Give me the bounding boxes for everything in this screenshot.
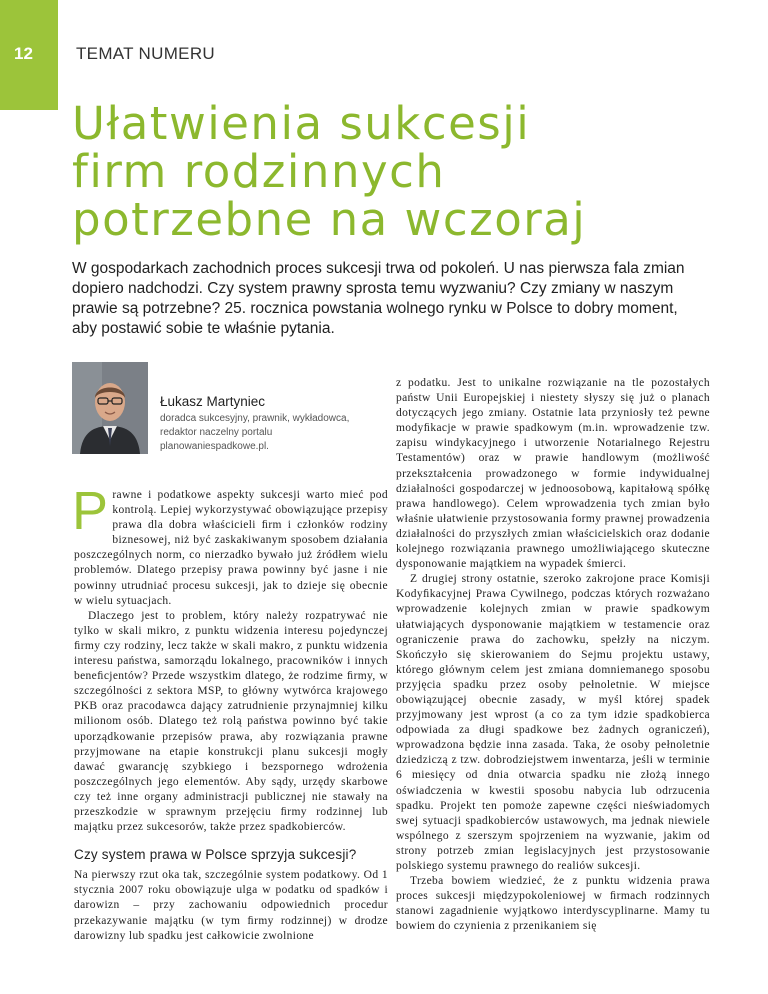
article-headline xyxy=(72,97,712,246)
paragraph: Dlaczego jest to problem, który należy rozpatrywać nie tylko w skali mikro, z punktu widzenia interesu pojedynczej ﬁrmy czy rodziny, lecz także w skali makro, z punktu widzenia interesu państwa, samorządu lokalnego, pracowników i innych beneﬁcjentów? Przede wszystkim dlatego, że rodzime ﬁrmy, w szczególności z sektora MSP, to główny wytwórca krajowego PKB oraz pracodawca dający zatrudnienie przynajmniej kilku milionom osób. Dlatego też rolą państwa powinno być takie uporządkowanie przepisów prawa, aby rozwiązania prawne przyjmowane na etapie konstrukcji planu sukcesji mogły dawać gwarancję szybkiego i bezspornego wdrożenia poszczególnych jego elementów. Aby sądy, urzędy skarbowe czy też inne organy administracji publicznej nie stawały na przeszkodzie w sprawnym przejęciu ﬁrmy rodzinnej lub majątku przez sukcesorów, także przez spadkobierców. xyxy=(74,609,388,834)
author-photo xyxy=(72,362,148,454)
paragraph: Trzeba bowiem wiedzieć, że z punktu widzenia prawa proces sukcesji międzypokoleniowej w ﬁrmach rodzinnych stanowi zagadnienie wyjątkowo interdyscyplinarne. Mamy tu bowiem do czynienia z przenikaniem się xyxy=(396,875,710,933)
article-column-left xyxy=(72,481,388,944)
portrait-photo-icon xyxy=(72,362,148,454)
author-box xyxy=(72,362,402,462)
drop-cap: P xyxy=(72,481,109,541)
author-name: Łukasz Martyniec xyxy=(160,394,266,409)
article-lead: W gospodarkach zachodnich proces sukcesji trwa od pokoleń. U nas pierwsza fala zmian dopiero nadchodzi. Czy system prawny sprosta temu wyzwaniu? Czy zmiany w naszym prawie są potrzebne? 25. rocznica powstania wolnego rynku w Polsce to dobry moment, aby postawić sobie te właśnie pytania. xyxy=(72,260,685,337)
paragraph: z podatku. Jest to unikalne rozwiązanie na tle pozostałych państw Unii Europejskiej i niestety słyszy się już o planach dotyczących jego zmiany. Ostatnie lata przyniosły też pewne modyﬁkacje w prawie spadkowym (m.in. wprowadzenie tzw. zapisu windykacyjnego i utworzenie Notarialnego Rejestru Testamentów) oraz w prawie handlowym (możliwość przekształcenia prowadzonego w formie indywidualnej działalności gospodarczej w jednoosobową, kapitałową spółkę prawa handlowego). Celem wprowadzenia tych zmian było właśnie ułatwienie przystosowania formy prawnej prowadzenia działalności do przyszłych zmian właścicielskich oraz dodanie kolejnego rozwiązania prawnego umożliwiającego skuteczne dysponowanie majątkiem na wypadek śmierci. xyxy=(396,377,710,571)
headline-line-3: potrzebne na wczoraj xyxy=(72,193,587,246)
paragraph xyxy=(72,481,388,609)
paragraph: Na pierwszy rzut oka tak, szczególnie system podatkowy. Od 1 stycznia 2007 roku obowiązuje ulga w podatku od spadków i darowizn – przy zachowaniu odpowiednich procedur przekazywanie majątku (w tym ﬁrmy rodzinnej) w drodze darowizny lub spadku jest całkowicie zwolnione xyxy=(74,869,388,942)
headline-line-2: firm rodzinnych xyxy=(72,145,446,198)
headline-line-1: Ułatwienia sukcesji xyxy=(72,97,531,150)
article-column-right xyxy=(396,376,710,934)
article-subheading: Czy system prawa w Polsce sprzyja sukcesji? xyxy=(74,847,357,863)
paragraph-text: rawne i podatkowe aspekty sukcesji warto mieć pod kontrolą. Lepiej wykorzystywać obowiązujące przepisy prawa dla dobra właścicieli ﬁrm i członków rodziny biznesowej, niż być zaskakiwanym sposobem działania poszczególnych norm, co nierzadko bywało już źródłem wielu problemów. Dlatego przepisy prawa powinny być jasne i nie powinny utrudniać procesu sukcesji, jak to dzieje się obecnie w wielu sytuacjach. xyxy=(74,489,388,607)
page-number-tab xyxy=(0,0,58,110)
page-number: 12 xyxy=(14,44,33,63)
section-label: TEMAT NUMERU xyxy=(76,44,215,63)
paragraph: Z drugiej strony ostatnie, szeroko zakrojone prace Komisji Kodyﬁkacyjnej Prawa Cywilnego, podczas których rozważano wprowadzenie kolejnych zmian w prawie spadkowym ułatwiających dysponowanie majątkiem w testamencie oraz ograniczenie prawa do zachowku, spełzły na niczym. Skończyło się skierowaniem do Sejmu projektu ustawy, którego głównym celem jest zmiana domniemanego sposobu przyjęcia spadku przez osoby pełnoletnie. W miejsce obowiązującej obecnie zasady, w myśl której spadek przyjmowany jest wprost (a co za tym idzie spadkobierca odpowiada za długi spadkowe bez żadnych ograniczeń), wprowadzona będzie inna zasada. Taka, że osoby pełnoletnie dziedziczą z tzw. dobrodziejstwem inwentarza, jeśli w terminie 6 miesięcy od dnia otwarcia spadku nie złożą innego oświadczenia w kwestii sposobu nabycia lub odrzucenia spadku. Projekt ten pomoże zapewne części nieświadomych swej sytuacji spadkobierców ustawowych, ma jednak niewiele wspólnego z szerszym spojrzeniem na wyzwanie, jakim od strony potrzeb zmian legislacyjnych jest przystosowanie polskiego systemu prawnego do realiów sukcesji. xyxy=(396,573,710,872)
author-role: doradca sukcesyjny, prawnik, wykładowca, redaktor naczelny portalu planowaniespadkowe.pl. xyxy=(160,413,350,452)
